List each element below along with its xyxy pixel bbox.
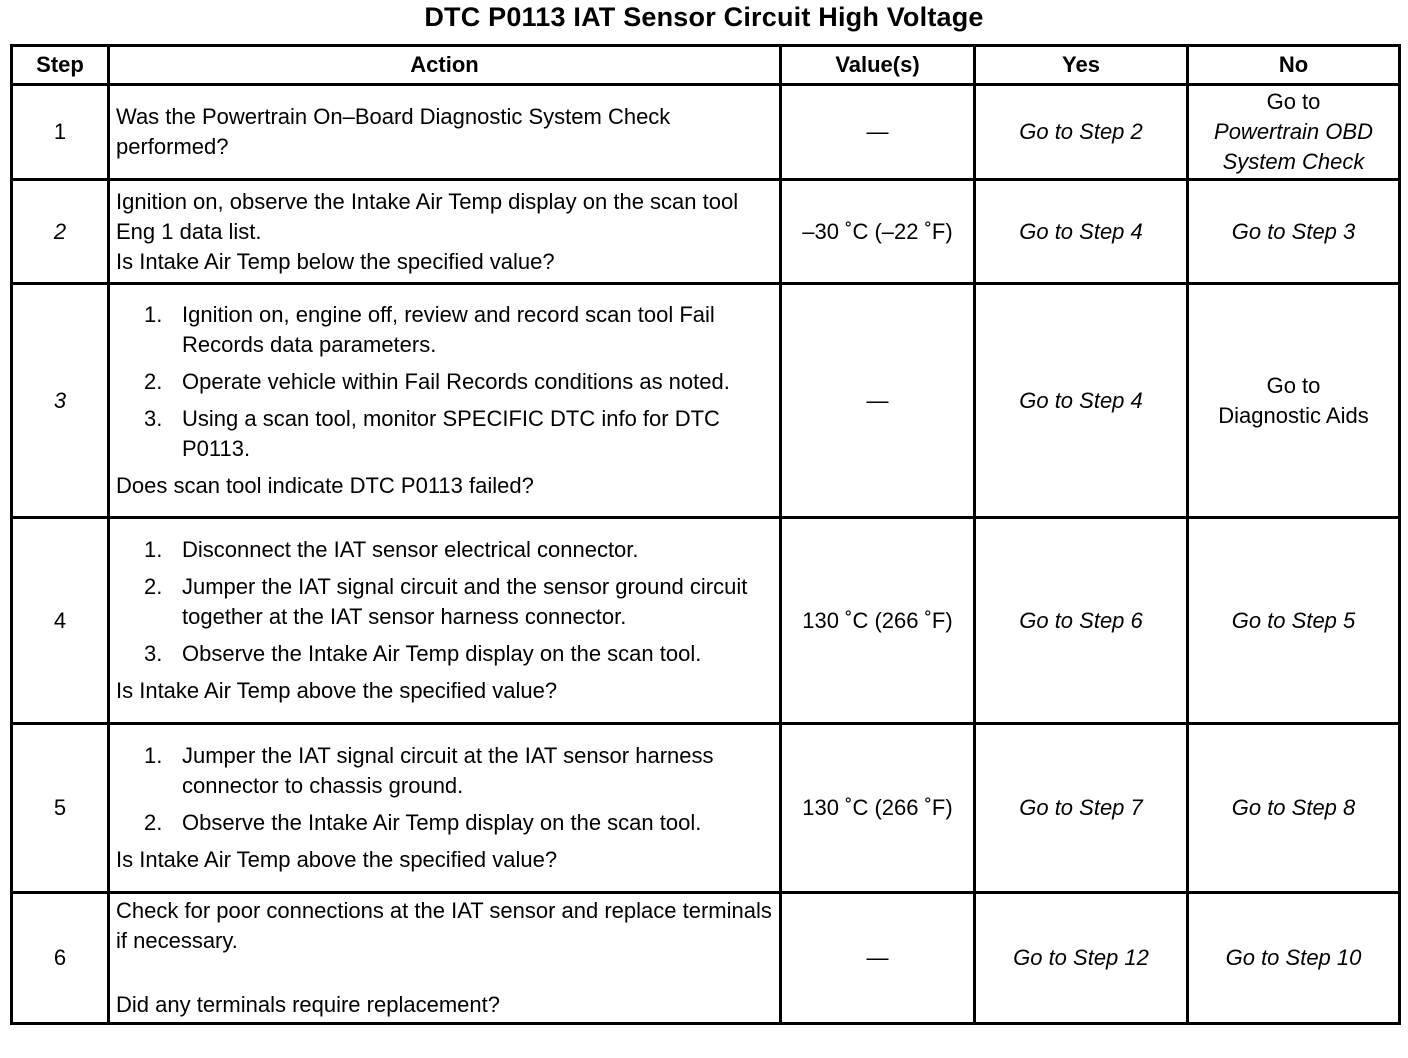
action-steps-list — [116, 300, 773, 464]
no-cell — [1188, 284, 1400, 518]
step-number: 2 — [12, 180, 109, 284]
no-cell: Go to Step 5 — [1188, 518, 1400, 724]
header-action: Action — [109, 46, 781, 85]
action-question: Does scan tool indicate DTC P0113 failed? — [116, 473, 534, 498]
no-cell-link: Diagnostic Aids — [1218, 402, 1369, 428]
yes-cell: Go to Step 7 — [975, 724, 1188, 893]
list-item — [144, 367, 773, 397]
table-row — [12, 85, 1400, 180]
table-row — [12, 724, 1400, 893]
table-row — [12, 180, 1400, 284]
yes-cell: Go to Step 4 — [975, 180, 1188, 284]
yes-cell: Go to Step 6 — [975, 518, 1188, 724]
step-number: 5 — [12, 724, 109, 893]
list-item-number: 3. — [144, 406, 163, 431]
list-item-number: 2. — [144, 574, 163, 599]
step-number: 3 — [12, 284, 109, 518]
table-header-row — [12, 46, 1400, 85]
no-cell: Go to Step 8 — [1188, 724, 1400, 893]
header-no: No — [1188, 46, 1400, 85]
action-cell — [109, 284, 781, 518]
action-question: Is Intake Air Temp above the specified value? — [116, 678, 558, 703]
list-item-text: Using a scan tool, monitor SPECIFIC DTC info for DTC P0113. — [182, 406, 720, 461]
action-question: Is Intake Air Temp below the specified value? — [116, 248, 555, 274]
header-yes: Yes — [975, 46, 1188, 85]
value-cell: 130 ˚C (266 ˚F) — [781, 518, 975, 724]
value-cell: 130 ˚C (266 ˚F) — [781, 724, 975, 893]
table-row — [12, 284, 1400, 518]
list-item — [144, 300, 773, 360]
no-cell-line1: Go to — [1266, 372, 1321, 398]
value-cell: –30 ˚C (–22 ˚F) — [781, 180, 975, 284]
list-item-number: 1. — [144, 537, 163, 562]
list-item-text: Disconnect the IAT sensor electrical connector. — [182, 537, 639, 562]
list-item-text: Observe the Intake Air Temp display on the scan tool. — [182, 810, 702, 835]
list-item — [144, 808, 773, 838]
action-cell — [109, 893, 781, 1024]
diagnostic-table — [10, 44, 1401, 1025]
list-item-text: Operate vehicle within Fail Records conditions as noted. — [182, 369, 730, 394]
step-number: 1 — [12, 85, 109, 180]
list-item-text: Jumper the IAT signal circuit and the sensor ground circuit together at the IAT sensor harness connector. — [182, 574, 748, 629]
action-cell — [109, 85, 781, 180]
list-item-text: Jumper the IAT signal circuit at the IAT sensor harness connector to chassis ground. — [182, 743, 714, 798]
header-values: Value(s) — [781, 46, 975, 85]
list-item-text: Observe the Intake Air Temp display on the scan tool. — [182, 641, 702, 666]
list-item — [144, 639, 773, 669]
table-row — [12, 893, 1400, 1024]
list-item-number: 2. — [144, 369, 163, 394]
action-text: Ignition on, observe the Intake Air Temp display on the scan tool Eng 1 data list. — [116, 188, 739, 244]
yes-cell: Go to Step 2 — [975, 85, 1188, 180]
action-cell — [109, 180, 781, 284]
value-cell: — — [781, 284, 975, 518]
list-item — [144, 404, 773, 464]
list-item-number: 1. — [144, 743, 163, 768]
list-item-number: 1. — [144, 302, 163, 327]
no-cell: Go to Step 3 — [1188, 180, 1400, 284]
step-number: 6 — [12, 893, 109, 1024]
value-cell: — — [781, 893, 975, 1024]
list-item — [144, 535, 773, 565]
no-cell-link: Powertrain OBD System Check — [1214, 119, 1373, 174]
yes-cell: Go to Step 12 — [975, 893, 1188, 1024]
value-cell: — — [781, 85, 975, 180]
page-title: DTC P0113 IAT Sensor Circuit High Voltage — [424, 2, 984, 32]
action-question: Did any terminals require replacement? — [116, 992, 500, 1017]
list-item-number: 3. — [144, 641, 163, 666]
header-step: Step — [12, 46, 109, 85]
list-item-number: 2. — [144, 810, 163, 835]
action-question: Is Intake Air Temp above the specified value? — [116, 847, 558, 872]
list-item — [144, 741, 773, 801]
action-text: Check for poor connections at the IAT sensor and replace terminals if necessary. — [116, 898, 772, 953]
action-cell — [109, 518, 781, 724]
no-cell: Go to Step 10 — [1188, 893, 1400, 1024]
no-cell — [1188, 85, 1400, 180]
table-row — [12, 518, 1400, 724]
step-number: 4 — [12, 518, 109, 724]
yes-cell: Go to Step 4 — [975, 284, 1188, 518]
no-cell-line1: Go to — [1266, 89, 1321, 114]
list-item — [144, 572, 773, 632]
action-cell — [109, 724, 781, 893]
action-steps-list — [116, 535, 773, 669]
action-text: Was the Powertrain On–Board Diagnostic System Check performed? — [116, 104, 671, 159]
action-steps-list — [116, 741, 773, 838]
list-item-text: Ignition on, engine off, review and record scan tool Fail Records data parameters. — [182, 302, 715, 357]
